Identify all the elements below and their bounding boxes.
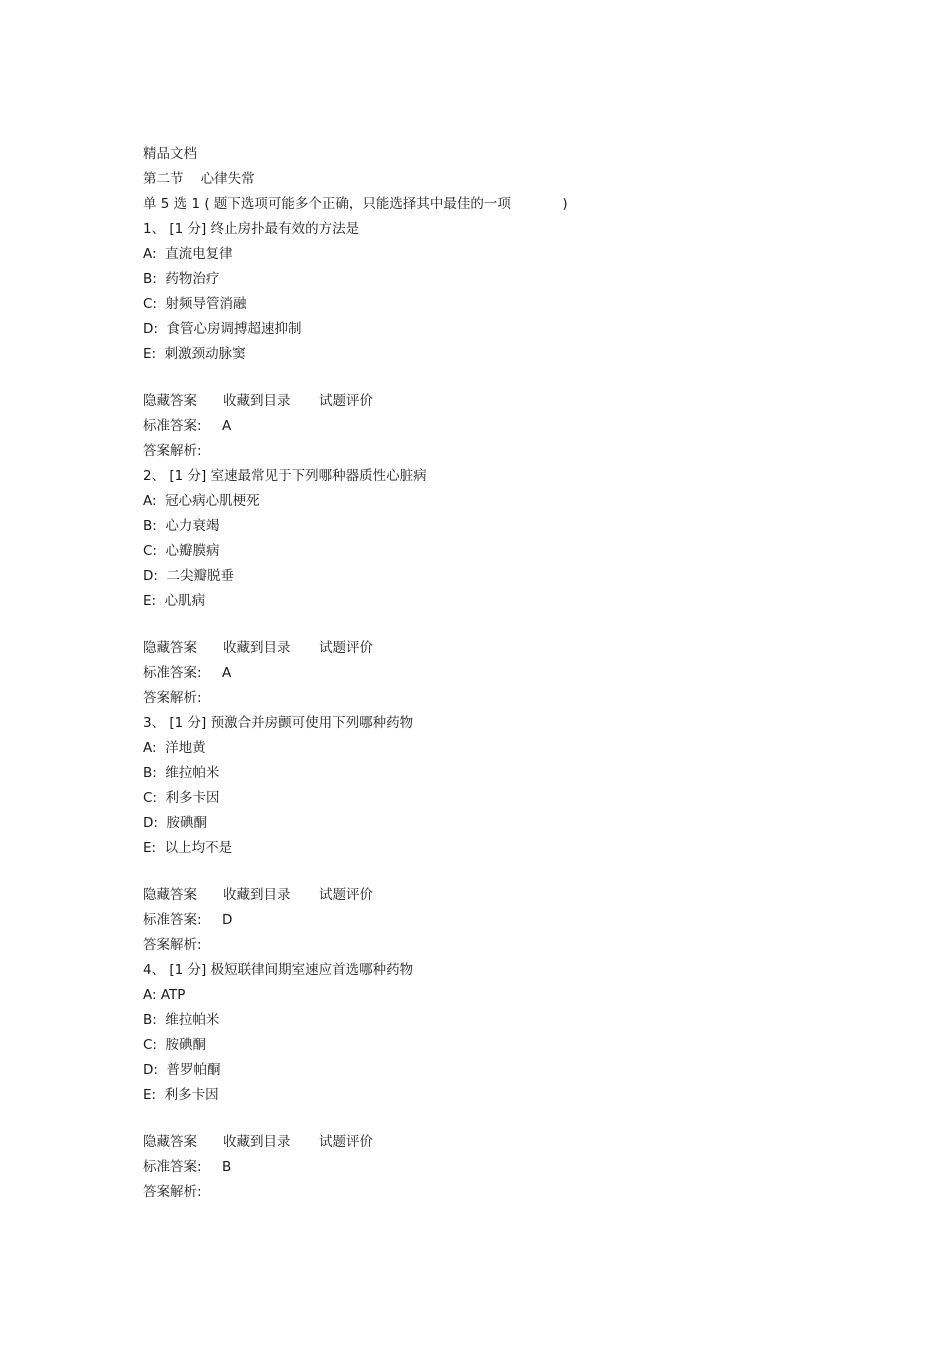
option-b: B: 药物治疗 xyxy=(143,271,220,287)
option-a: A: ATP xyxy=(143,987,186,1003)
rate-question-button[interactable]: 试题评价 xyxy=(319,393,373,409)
question-block xyxy=(143,958,843,1205)
add-to-catalog-button[interactable]: 收藏到目录 xyxy=(223,393,291,409)
add-to-catalog-button[interactable]: 收藏到目录 xyxy=(223,887,291,903)
option-d: D: 胺碘酮 xyxy=(143,815,208,831)
standard-answer xyxy=(143,908,843,933)
rate-question-button[interactable]: 试题评价 xyxy=(319,1134,373,1150)
rate-question-button[interactable]: 试题评价 xyxy=(319,640,373,656)
rate-question-button[interactable]: 试题评价 xyxy=(319,887,373,903)
answer-explanation-label: 答案解析: xyxy=(143,690,202,706)
standard-answer-value: A xyxy=(222,418,232,434)
standard-answer-value: A xyxy=(222,665,232,681)
option-d: D: 食管心房调搏超速抑制 xyxy=(143,321,302,337)
hide-answer-button[interactable]: 隐藏答案 xyxy=(143,1134,197,1150)
answer-actions xyxy=(143,636,843,661)
standard-answer-value: B xyxy=(222,1159,232,1175)
option-b: B: 心力衰竭 xyxy=(143,518,220,534)
option-c: C: 心瓣膜病 xyxy=(143,543,220,559)
option-b: B: 维拉帕米 xyxy=(143,1012,220,1028)
option-a: A: 冠心病心肌梗死 xyxy=(143,493,260,509)
question-block xyxy=(143,464,843,711)
standard-answer xyxy=(143,661,843,686)
standard-answer xyxy=(143,414,843,439)
document-header: 精品文档 xyxy=(143,146,197,162)
standard-answer-label: 标准答案: xyxy=(143,665,202,681)
standard-answer-label: 标准答案: xyxy=(143,418,202,434)
instruction-text: 单 5 选 1 ( 题下选项可能多个正确，只能选择其中最佳的一项 ) xyxy=(143,196,568,212)
option-c: C: 胺碘酮 xyxy=(143,1037,207,1053)
answer-actions xyxy=(143,1130,843,1155)
option-c: C: 利多卡因 xyxy=(143,790,220,806)
question-stem: 4、 [1 分] 极短联律间期室速应首选哪种药物 xyxy=(143,962,414,978)
option-b: B: 维拉帕米 xyxy=(143,765,220,781)
question-stem: 1、 [1 分] 终止房扑最有效的方法是 xyxy=(143,221,360,237)
option-c: C: 射频导管消融 xyxy=(143,296,247,312)
answer-explanation-label: 答案解析: xyxy=(143,443,202,459)
option-e: E: 利多卡因 xyxy=(143,1087,219,1103)
answer-actions xyxy=(143,389,843,414)
standard-answer-label: 标准答案: xyxy=(143,1159,202,1175)
standard-answer-value: D xyxy=(222,912,233,928)
option-a: A: 直流电复律 xyxy=(143,246,233,262)
document-page xyxy=(143,142,843,1205)
hide-answer-button[interactable]: 隐藏答案 xyxy=(143,640,197,656)
option-e: E: 刺激颈动脉窦 xyxy=(143,346,246,362)
option-d: D: 二尖瓣脱垂 xyxy=(143,568,235,584)
question-block xyxy=(143,711,843,958)
answer-explanation-label: 答案解析: xyxy=(143,937,202,953)
standard-answer-label: 标准答案: xyxy=(143,912,202,928)
hide-answer-button[interactable]: 隐藏答案 xyxy=(143,887,197,903)
standard-answer xyxy=(143,1155,843,1180)
option-e: E: 心肌病 xyxy=(143,593,206,609)
hide-answer-button[interactable]: 隐藏答案 xyxy=(143,393,197,409)
option-d: D: 普罗帕酮 xyxy=(143,1062,221,1078)
option-e: E: 以上均不是 xyxy=(143,840,233,856)
question-block xyxy=(143,217,843,464)
question-stem: 2、 [1 分] 室速最常见于下列哪种器质性心脏病 xyxy=(143,468,427,484)
add-to-catalog-button[interactable]: 收藏到目录 xyxy=(223,1134,291,1150)
section-title: 第二节 心律失常 xyxy=(143,171,255,187)
add-to-catalog-button[interactable]: 收藏到目录 xyxy=(223,640,291,656)
answer-explanation-label: 答案解析: xyxy=(143,1184,202,1200)
answer-actions xyxy=(143,883,843,908)
option-a: A: 洋地黄 xyxy=(143,740,206,756)
question-stem: 3、 [1 分] 预激合并房颤可使用下列哪种药物 xyxy=(143,715,414,731)
